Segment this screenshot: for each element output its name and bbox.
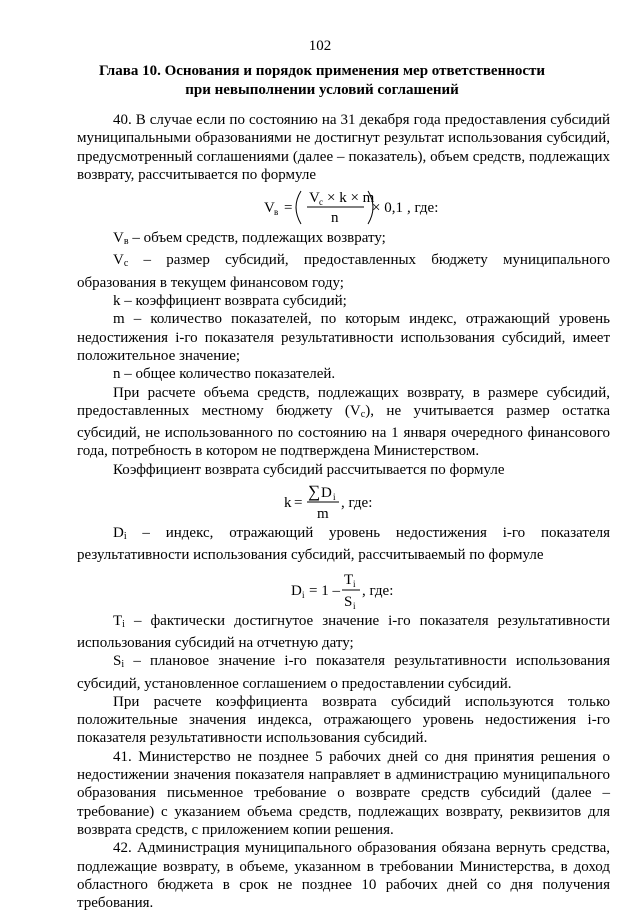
paragraph-koef: Коэффициент возврата субсидий рассчитывается по формуле: [113, 461, 505, 478]
def-vv-sub: в: [123, 236, 129, 248]
def-k: [77, 292, 610, 310]
paragraph-41: 41. Министерство не позднее 5 рабочих дней со дня принятия решения о недостижении значения показателя направляет в администрацию муниципального образования письменное требование о возврате средств субсидий (далее – требование) с указанием объема средств, подлежащих возврату, реквизитов для возврата средств, с приложением копии решения.: [77, 748, 610, 838]
f3-lhs: D: [291, 582, 302, 599]
formula-coefficient: [77, 480, 610, 524]
def-di: [77, 524, 610, 565]
f1-left-paren: [296, 191, 301, 224]
f3-eq: = 1 –: [309, 582, 340, 599]
f1-num-rest: × k × m: [327, 190, 375, 207]
def-n: [77, 365, 610, 383]
def-si-text: – плановое значение i-го показателя результативности использования субсидий, установленное соглашением о предоставлении субсидий.: [77, 653, 610, 692]
def-ti-sub: i: [122, 618, 125, 630]
def-m-sym: m: [113, 311, 125, 328]
f1-eq: =: [284, 200, 293, 217]
def-di-text: – индекс, отражающий уровень недостижения i-го показателя результативности использования субсидий, рассчитываемый по формуле: [77, 525, 610, 564]
def-m-text: – количество показателей, по которым индекс, отражающий уровень недостижения i-го показателя результативности использования субсидий, имеет положительное значение;: [77, 311, 610, 364]
def-si-sub: i: [121, 659, 125, 671]
def-si: [77, 652, 610, 693]
formula-2-svg: [77, 480, 610, 524]
page-number: 102: [308, 38, 332, 54]
f3-den-sub: i: [353, 600, 356, 611]
def-di-sym: D: [113, 525, 124, 542]
chapter-title-line-2: при невыполнении условий соглашений: [185, 81, 459, 98]
paragraph-42: 42. Администрация муниципального образования обязана вернуть средства, подлежащие возврату, в объеме, указанном в требовании Министерства, в доход областного бюджета в срок не позднее 10 рабочих дней со дня получения требования.: [77, 840, 610, 912]
formula-index: [77, 566, 610, 612]
def-vc: [77, 251, 610, 292]
paragraph-calc-tail: ), не учитывается размер остатка субсидий, не использованного по состоянию на 1 января очередного финансового года, потребность в котором не подтверждена Министерством.: [77, 402, 610, 460]
paragraph-calc-text: При расчете объема средств, подлежащих возврату, в размере субсидий, предоставленных местному бюджету (V: [77, 384, 610, 419]
formula-1-svg: [77, 185, 610, 229]
paragraph-calc-sub: с: [360, 408, 366, 420]
def-k-text: – коэффициент возврата субсидий;: [120, 293, 347, 310]
f2-eq: =: [294, 495, 303, 512]
f2-num: D: [321, 485, 332, 502]
def-si-sym: S: [113, 653, 122, 670]
f1-tail: × 0,1: [372, 200, 403, 217]
def-vc-sym: V: [113, 252, 124, 269]
def-vv-sym: V: [113, 230, 124, 247]
f3-den: S: [344, 593, 353, 610]
paragraph-40: 40. В случае если по состоянию на 31 декабря года предоставления субсидий муниципальными образованиями не достигнут результат использования субсидий, предусмотренный соглашениями (далее – показатель), объем средств, подлежащих возврату, рассчитывается по формуле: [77, 112, 610, 183]
def-vc-sub: с: [123, 258, 129, 270]
f1-lhs-sub: в: [274, 207, 279, 218]
definitions-1: [77, 229, 610, 383]
formula-3-svg: [77, 566, 610, 612]
chapter-title-line-1: Глава 10. Основания и порядок применения мер ответственности: [98, 63, 546, 79]
f1-num-v-sub: с: [319, 197, 323, 208]
def-ti-sym: T: [113, 612, 123, 629]
document-body: [77, 111, 610, 912]
f1-den: n: [331, 210, 339, 227]
f2-num-sub: i: [333, 492, 336, 503]
def-di-sub: i: [123, 531, 127, 543]
paragraph-positive: При расчете коэффициента возврата субсидий используются только положительные значения индекса, отражающего уровень недостижения i-го показателя результативности использования субсидий.: [77, 693, 610, 747]
f1-num-v: V: [309, 190, 320, 207]
f2-gde: , где:: [341, 495, 373, 512]
def-n-text: – общее количество показателей.: [120, 366, 336, 383]
def-vv: [77, 229, 610, 251]
f3-num: T: [344, 571, 354, 588]
def-m: [77, 310, 610, 365]
def-ti: [77, 612, 610, 653]
def-k-sym: k: [113, 293, 121, 310]
def-ti-text: – фактически достигнутое значение i-го показателя результативности использования субсидий на отчетную дату;: [77, 612, 610, 651]
def-vv-text: – объем средств, подлежащих возврату;: [128, 230, 386, 247]
f2-den: m: [317, 506, 329, 523]
def-n-sym: n: [113, 366, 121, 383]
paragraph-calc: [77, 384, 610, 461]
f3-gde: , где:: [362, 582, 394, 599]
definitions-3: [77, 612, 610, 693]
f2-lhs: k: [284, 495, 292, 512]
chapter-title: [78, 62, 566, 99]
def-vc-text: – размер субсидий, предоставленных бюджету муниципального образования в текущем финансовом году;: [77, 252, 610, 291]
formula-return-volume: [77, 185, 610, 229]
f3-lhs-sub: i: [302, 589, 305, 600]
f1-lhs: V: [264, 200, 275, 217]
f2-sum: ∑: [308, 482, 321, 502]
f1-gde: , где:: [407, 200, 439, 217]
f3-num-sub: i: [353, 578, 356, 589]
